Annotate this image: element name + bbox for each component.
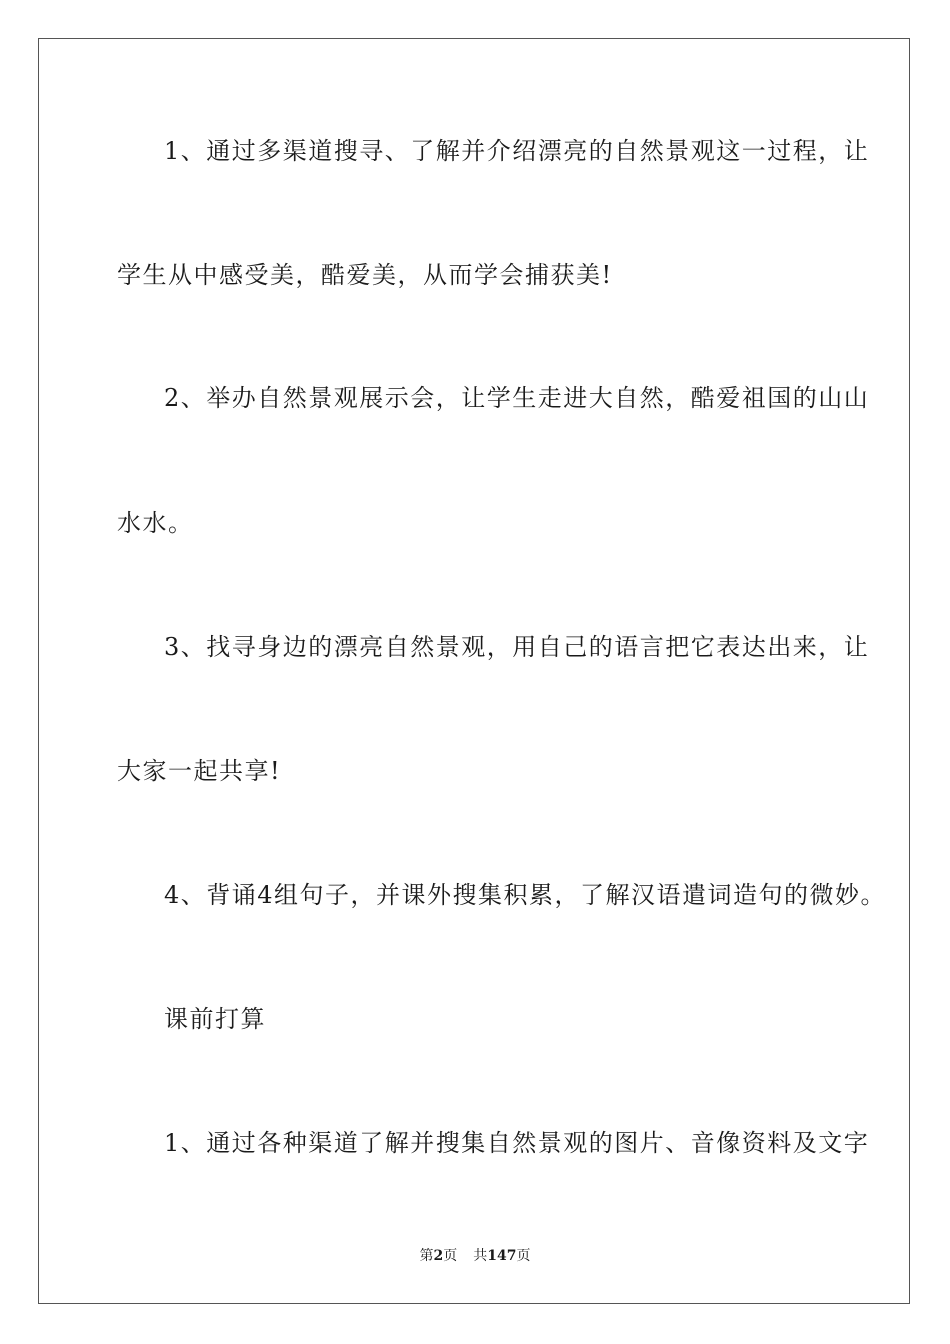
paragraph-line-9: 1、通过各种渠道了解并搜集自然景观的图片、音像资料及文字 [164, 1129, 870, 1157]
footer-page-number: 2 [433, 1248, 444, 1264]
section-heading: 课前打算 [164, 1005, 266, 1033]
paragraph-line-6: 大家一起共享! [117, 757, 282, 785]
footer-total-suffix: 页 [516, 1248, 531, 1264]
paragraph-line-3: 2、举办自然景观展示会，让学生走进大自然，酷爱祖国的山山 [164, 384, 870, 412]
paragraph-line-5: 3、找寻身边的漂亮自然景观，用自己的语言把它表达出来，让 [164, 633, 870, 661]
paragraph-line-7: 4、背诵4组句子，并课外搜集积累，了解汉语遣词造句的微妙。 [164, 881, 887, 909]
footer-total-prefix: 共 [473, 1248, 488, 1264]
footer-page-prefix: 第 [419, 1248, 434, 1264]
page-border [38, 38, 910, 1304]
footer-page-suffix: 页 [443, 1248, 458, 1264]
page-footer [0, 1246, 950, 1266]
footer-total-pages: 147 [487, 1248, 517, 1264]
paragraph-line-1: 1、通过多渠道搜寻、了解并介绍漂亮的自然景观这一过程，让 [164, 137, 870, 165]
paragraph-line-2: 学生从中感受美，酷爱美，从而学会捕获美! [117, 261, 613, 289]
paragraph-line-4: 水水。 [117, 509, 194, 537]
